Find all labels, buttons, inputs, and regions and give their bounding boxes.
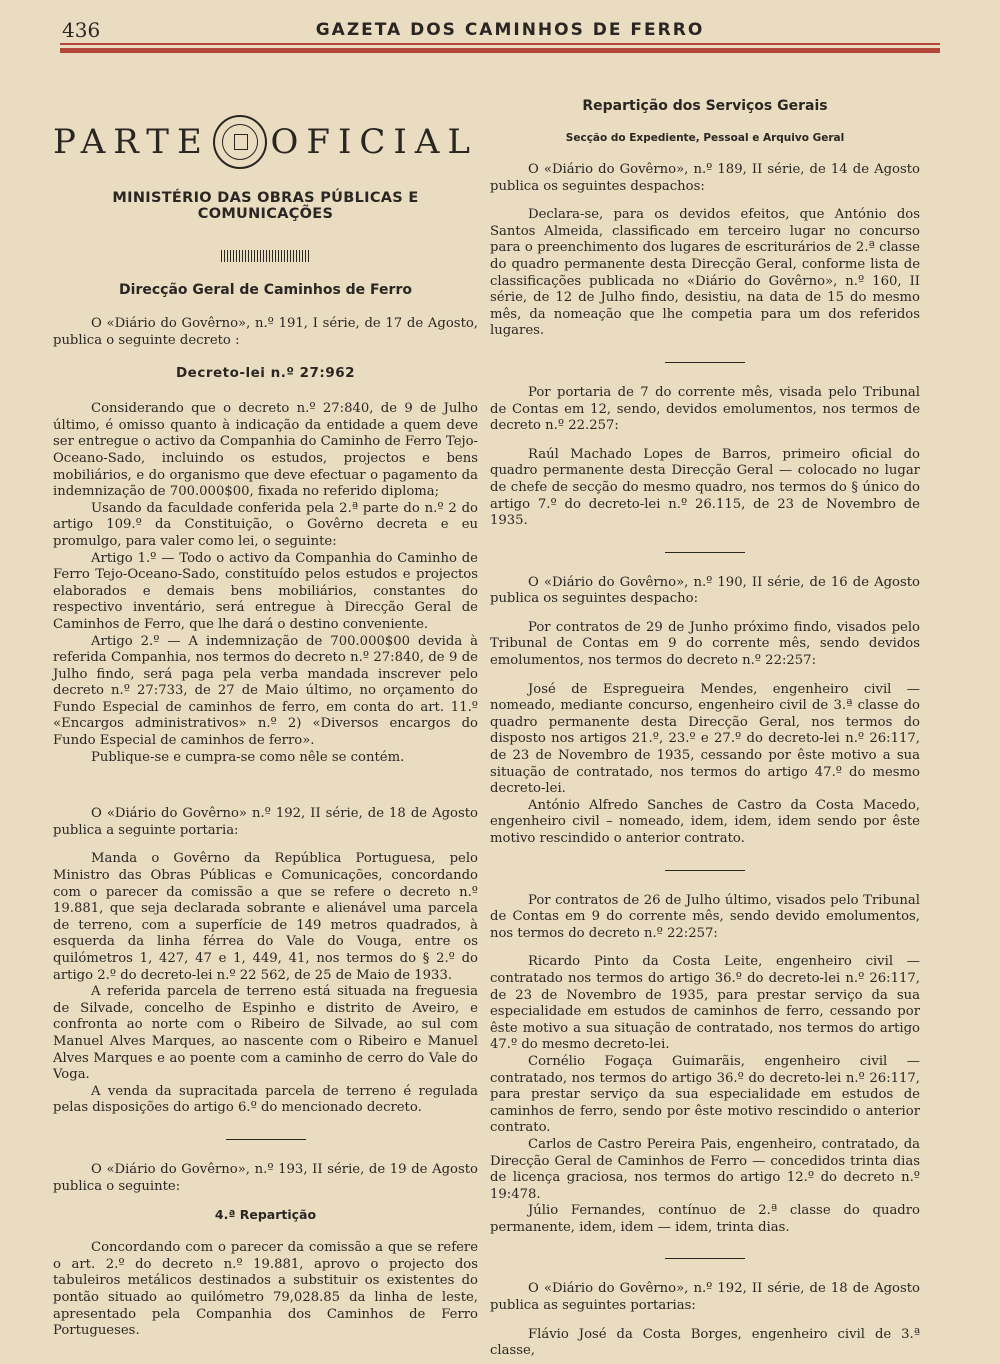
- section-divider: [226, 1139, 306, 1140]
- section-divider: [665, 870, 745, 871]
- section-title: [53, 116, 478, 168]
- decree-article-2: Artigo 2.º — A indemnização de 700.000$00 devida à referida Companhia, nos termos do decreto n.º 27:840, de 9 de Julho findo, será paga pela verba mandada inscrever pelo decreto n.º 27:733, de 27 de Maio último, no orçamento do Fundo Especial de caminhos de ferro, em conta do art. 11.º «Encargos administrativos» n.º 2) «Diversos encargos do Fundo Especial de caminhos de ferro».: [53, 633, 478, 749]
- notice-paragraph: Cornélio Fogaça Guimarãis, engenheiro civil — contratado, nos termos do artigo 36.º do decreto-lei n.º 26:117, para prestar serviço da sua especialidade em estudos de caminhos de ferro, sendo por êste motivo rescindido o anterior contrato.: [490, 1053, 920, 1136]
- notice-intro: O «Diário do Govêrno», n.º 192, II série, de 18 de Agosto publica as seguintes portarias:: [490, 1281, 920, 1314]
- notice-paragraph: António Alfredo Sanches de Castro da Costa Macedo, engenheiro civil – nomeado, idem, idem, idem sendo por êste motivo rescindido o anterior contrato.: [490, 797, 920, 846]
- section-divider: [665, 552, 745, 553]
- decree-closing: Publique-se e cumpra-se como nêle se contém.: [91, 749, 405, 765]
- header-rule-thick: [60, 48, 940, 53]
- publication-title: GAZETA DOS CAMINHOS DE FERRO: [315, 20, 705, 40]
- ornament-divider: [221, 250, 311, 262]
- portaria-paragraph: A venda da supracitada parcela de terreno é regulada pelas disposições do artigo 6.º do mencionado decreto.: [53, 1083, 478, 1116]
- notice-paragraph: Flávio José da Costa Borges, engenheiro civil de 3.ª classe,: [490, 1326, 920, 1359]
- page-number: 436: [62, 18, 101, 42]
- decree-paragraph: Usando da faculdade conferida pela 2.ª parte do n.º 2 do artigo 109.º da Constituição, o Govêrno decreta e eu promulgo, para valer como lei, o seguinte:: [53, 500, 478, 549]
- portaria-intro: O «Diário do Govêrno» n.º 192, II série, de 18 de Agosto publica a seguinte portaria:: [53, 806, 478, 838]
- portaria-paragraph: Manda o Govêrno da República Portuguesa, pelo Ministro das Obras Públicas e Comunicações, concordando com o parecer da comissão a que se refere o decreto n.º 19.881, que seja declarada sobrante e alienável uma parcela de terreno, com a superfície de 149 metros quadrados, à esquerda da linha férrea do Vale do Vouga, entre os quilómetros 1, 427, 47 e 1, 449, 41, nos termos do § 2.º do artigo 2.º do decreto-lei n.º 22 562, de 25 de Maio de 1933.: [53, 851, 478, 983]
- services-subheading: Secção do Expediente, Pessoal e Arquivo Geral: [565, 132, 845, 144]
- notice-intro: Por contratos de 29 de Junho próximo findo, visados pelo Tribunal de Contas em 9 do corrente mês, sendo devidos emolumentos, nos termos do decreto n.º 22:257:: [490, 619, 920, 669]
- notice-paragraph: José de Espregueira Mendes, engenheiro civil — nomeado, mediante concurso, engenheiro civil de 3.ª classe do quadro permanente desta Direcção Geral, nos termos do disposto nos artigos 21.º, 23.º e 27.º do decreto-lei n.º 26:117, de 23 de Novembro de 1935, cessando por êste motivo a sua situação de contratado, nos termos do artigo 47.º do mesmo decreto-lei.: [490, 681, 920, 797]
- left-column: [53, 70, 478, 1340]
- notice-paragraph: Ricardo Pinto da Costa Leite, engenheiro civil — contratado nos termos do artigo 36.º do decreto-lei n.º 26:117, de 23 de Novembro de 1935, para prestar serviço da sua especialidade em estudos de caminhos de ferro, cessando por êste motivo a sua situação de contratado, nos termos do artigo 47.º do mesmo decreto-lei.: [490, 954, 920, 1053]
- notice-intro: O «Diário do Govêrno», n.º 189, II série, de 14 de Agosto publica os seguintes despachos:: [490, 162, 920, 194]
- coat-of-arms-icon: [213, 115, 267, 169]
- ministry-heading: MINISTÉRIO DAS OBRAS PÚBLICAS E COMUNICAÇÕES: [112, 190, 419, 222]
- notice-intro: O «Diário do Govêrno», n.º 193, II série, de 19 de Agosto publica o seguinte:: [53, 1161, 478, 1194]
- decree-intro: O «Diário do Govêrno», n.º 191, I série, de 17 de Agosto, publica o seguinte decreto :: [53, 316, 478, 348]
- repartition-heading: 4.ª Repartição: [214, 1207, 317, 1223]
- services-heading: Repartição dos Serviços Gerais: [582, 98, 828, 114]
- repartition-paragraph: Concordando com o parecer da comissão a que se refere o art. 2.º do decreto n.º 19.881, aprovo o projecto dos tabuleiros metálicos destinados a substituir os existentes do pontão situado ao quilómetro 79,028.85 da linha de leste, apresentado pela Companhia dos Caminhos de Ferro Portugueses.: [53, 1240, 478, 1339]
- notice-intro: Por contratos de 26 de Julho último, visados pelo Tribunal de Contas em 9 do corrente mês, sendo devido emolumentos, nos termos do decreto n.º 22:257:: [490, 892, 920, 941]
- notice-paragraph: Júlio Fernandes, contínuo de 2.ª classe do quadro permanente, idem, idem — idem, trinta dias.: [490, 1203, 920, 1235]
- header-rule-thin: [60, 43, 940, 45]
- notice-intro: O «Diário do Govêrno», n.º 190, II série, de 16 de Agosto publica os seguintes despacho:: [490, 574, 920, 607]
- decree-article-1: Artigo 1.º — Todo o activo da Companhia do Caminho de Ferro Tejo-Oceano-Sado, constituído pelos estudos e projectos elaborados e demais bens mobiliários, constantes do respectivo inventário, será entregue à Direcção Geral de Caminhos de Ferro, que lhe dará o destino conveniente.: [53, 550, 478, 632]
- section-divider: [665, 362, 745, 363]
- notice-paragraph: Declara-se, para os devidos efeitos, que António dos Santos Almeida, classificado em terceiro lugar no concurso para o preenchimento dos lugares de escriturários de 2.ª classe do quadro permanente desta Direcção Geral, conforme lista de classificações publicada no «Diário do Govêrno», n.º 160, II série, de 12 de Julho findo, desistiu, na data de 15 do mesmo mês, da nomeação que lhe competia para um dos referidos lugares.: [490, 207, 920, 339]
- section-title-parte: PARTE: [53, 122, 210, 162]
- decree-paragraph: Considerando que o decreto n.º 27:840, de 9 de Julho último, é omisso quanto à indicação da entidade a quem deve ser entregue o activo da Companhia do Caminho de Ferro Tejo-Oceano-Sado, incluindo os estudos, projectos e bens mobiliários, e do organismo que deve efectuar o pagamento da indemnização de 700.000$00, fixada no referido diploma;: [53, 401, 478, 500]
- portaria-paragraph: A referida parcela de terreno está situada na freguesia de Silvade, concelho de Espinho e distrito de Aveiro, e confronta ao norte com o Ribeiro de Silvade, ao sul com Manuel Alves Marques, ao nascente com o Ribeiro e Manuel Alves Marques e ao poente com a caminho de cerro do Vale do Voga.: [53, 984, 478, 1083]
- notice-paragraph: Raúl Machado Lopes de Barros, primeiro oficial do quadro permanente desta Direcção Geral — colocado no lugar de chefe de secção do mesmo quadro, nos termos do § único do artigo 7.º do decreto-lei n.º 26.115, de 23 de Novembro de 1935.: [490, 446, 920, 529]
- section-title-oficial: OFICIAL: [270, 122, 478, 162]
- notice-paragraph: Carlos de Castro Pereira Pais, engenheiro, contratado, da Direcção Geral de Caminhos de Ferro — concedidos trinta dias de licença graciosa, nos termos do artigo 12.º do decreto n.º 19:478.: [490, 1136, 920, 1202]
- decree-title: Decreto-lei n.º 27:962: [175, 365, 356, 382]
- direction-heading: Direcção Geral de Caminhos de Ferro: [119, 282, 412, 298]
- right-column: [490, 70, 920, 1360]
- section-divider: [665, 1258, 745, 1259]
- notice-intro: Por portaria de 7 do corrente mês, visada pelo Tribunal de Contas em 12, sendo, devidos emolumentos, nos termos de decreto n.º 22.257:: [490, 384, 920, 434]
